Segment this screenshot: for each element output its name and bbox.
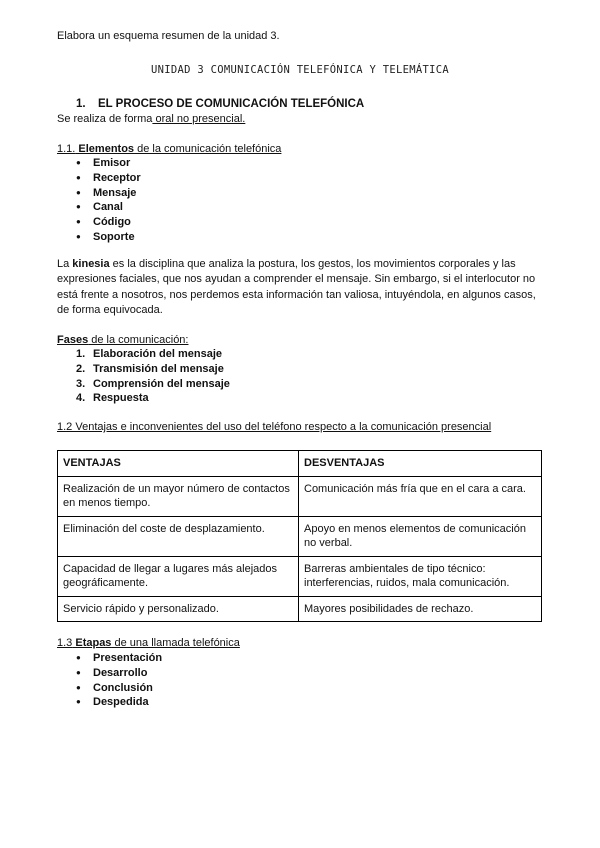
- section-1-line-underlined: oral no presencial.: [152, 113, 246, 125]
- table-row: [58, 476, 542, 516]
- section-1-line: [57, 113, 245, 125]
- list-item: ● Despedida: [76, 695, 162, 710]
- list-item: ● Desarrollo: [76, 666, 162, 681]
- pros-cons-table: [57, 450, 542, 622]
- list-item: [76, 362, 230, 377]
- unit-title: UNIDAD 3 COMUNICACIÓN TELEFÓNICA Y TELEMÁTICA: [151, 64, 449, 76]
- section-1-3-heading: [57, 637, 240, 649]
- fases-rest: de la comunicación:: [88, 334, 189, 346]
- section-1-1-rest: de la comunicación telefónica: [134, 143, 282, 155]
- table-row: [58, 556, 542, 596]
- list-item: ● Código: [76, 215, 141, 230]
- list-item-number: 2.: [76, 362, 86, 375]
- list-item: ● Emisor: [76, 156, 141, 171]
- etapas-list: [76, 651, 162, 710]
- kinesia-pre: La: [57, 258, 73, 270]
- table-cell: Comunicación más fría que en el cara a cara.: [299, 476, 542, 516]
- list-item-label: Elaboración del mensaje: [93, 348, 222, 360]
- fases-keyword: Fases: [57, 334, 89, 346]
- list-item-label: Transmisión del mensaje: [93, 362, 224, 375]
- fases-list: [76, 347, 230, 406]
- list-item: [76, 377, 230, 392]
- table-cell: Servicio rápido y personalizado.: [58, 596, 299, 622]
- list-item-number: 4.: [76, 392, 86, 405]
- elements-list: [76, 156, 141, 245]
- table-row: [58, 516, 542, 556]
- list-item: ● Soporte: [76, 230, 141, 245]
- section-1-2-heading: 1.2 Ventajas e inconvenientes del uso del teléfono respecto a la comunicación presencial: [57, 421, 492, 433]
- section-1-1-number: 1.1.: [57, 143, 76, 155]
- list-item: [76, 347, 230, 362]
- section-1-number: 1.: [76, 98, 86, 110]
- table-cell: Apoyo en menos elementos de comunicación no verbal.: [299, 516, 542, 556]
- list-item-label: Respuesta: [93, 392, 149, 405]
- table-header-row: [58, 451, 542, 477]
- table-cell: Eliminación del coste de desplazamiento.: [58, 516, 299, 556]
- section-1-title: EL PROCESO DE COMUNICACIÓN TELEFÓNICA: [98, 98, 365, 110]
- section-1-line-prefix: Se realiza de forma: [57, 113, 153, 125]
- fases-heading: [57, 334, 188, 346]
- list-item-number: 3.: [76, 377, 86, 390]
- table-header-desventajas: DESVENTAJAS: [299, 451, 542, 477]
- section-1-1-keyword: Elementos: [75, 143, 135, 155]
- table-cell: Mayores posibilidades de rechazo.: [299, 596, 542, 622]
- section-1-3-number: 1.3: [57, 637, 73, 649]
- table-header-ventajas: VENTAJAS: [58, 451, 299, 477]
- table-cell: Realización de un mayor número de contactos en menos tiempo.: [58, 476, 299, 516]
- list-item: [76, 391, 230, 406]
- table-cell: Capacidad de llegar a lugares más alejados geográficamente.: [58, 556, 299, 596]
- list-item-label: Comprensión del mensaje: [93, 377, 230, 390]
- table-cell: Barreras ambientales de tipo técnico: interferencias, ruidos, mala comunicación.: [299, 556, 542, 596]
- list-item: ● Canal: [76, 200, 141, 215]
- list-item: ● Conclusión: [76, 681, 162, 696]
- table-row: [58, 596, 542, 622]
- list-item: ● Mensaje: [76, 186, 141, 201]
- list-item: ● Presentación: [76, 651, 162, 666]
- section-1-3-keyword: Etapas: [72, 637, 112, 649]
- section-1-3-rest: de una llamada telefónica: [111, 637, 240, 649]
- kinesia-text: es la disciplina que analiza la postura, los gestos, los movimientos corporales y las expresiones faciales, que nos ayudan a comprender el mensaje. Sin embargo, si el interlocutor no está frente a nosotros, nos perdemos esta información tan valiosa, intuyéndola, en algunos casos, de forma equivocada.: [57, 258, 536, 317]
- kinesia-keyword: kinesia: [72, 258, 110, 270]
- kinesia-paragraph: [57, 257, 547, 319]
- intro-text: Elabora un esquema resumen de la unidad 3.: [57, 30, 280, 42]
- list-item-number: 1.: [76, 348, 86, 360]
- list-item: ● Receptor: [76, 171, 141, 186]
- section-1-1-heading: [57, 143, 281, 155]
- section-1-heading: [76, 98, 364, 110]
